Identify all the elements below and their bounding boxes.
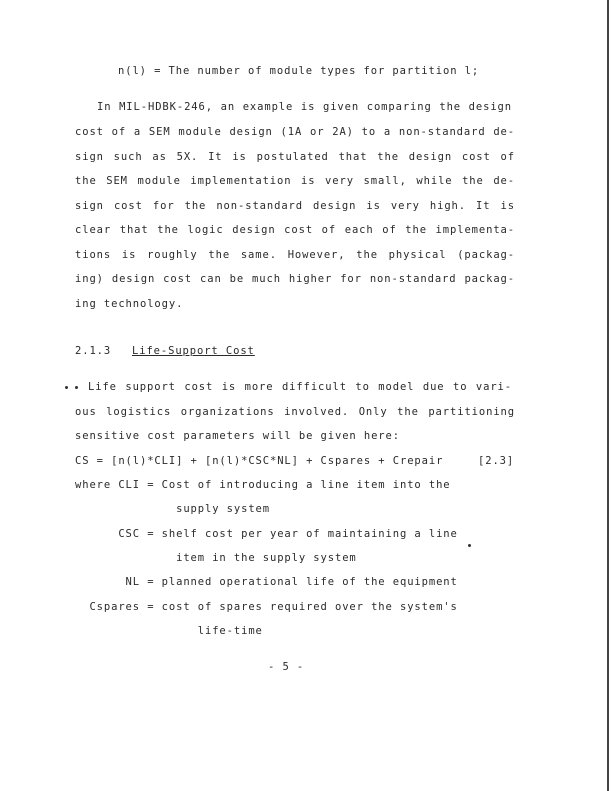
paragraph-line: sensitive cost parameters will be given here: [75, 430, 400, 442]
paragraph-line: sign cost for the non-standard design is very high. It is [75, 200, 515, 212]
paragraph-line: clear that the logic design cost of each of the implementa- [75, 224, 515, 236]
definition-line: Cspares = cost of spares required over the system's [75, 601, 458, 613]
section-number: 2.1.3 [75, 345, 112, 357]
paragraph-line: the SEM module implementation is very small, while the de- [75, 175, 515, 187]
paragraph-line: Life support cost is more difficult to model due to vari- [88, 381, 512, 393]
equation-number: [2.3] [478, 455, 515, 467]
equation-text: CS = [n(l)*CLI] + [n(l)*CSC*NL] + Cspares + Crepair [75, 455, 444, 467]
margin-mark [65, 386, 68, 389]
paragraph-line: sign such as 5X. It is postulated that the design cost of [75, 151, 515, 163]
definition-line: life-time [75, 625, 263, 637]
definition-line: supply system [75, 503, 270, 515]
paragraph-line: ing technology. [75, 298, 184, 310]
paragraph-line: cost of a SEM module design (1A or 2A) to a non-standard de- [75, 126, 515, 138]
page-number: - 5 - [268, 661, 305, 673]
definition-line: NL = planned operational life of the equipment [75, 576, 458, 588]
definition-line: n(l) = The number of module types for partition l; [118, 65, 480, 77]
definition-line: item in the supply system [75, 552, 357, 564]
paragraph-line: tions is roughly the same. However, the physical (packag- [75, 249, 515, 261]
paragraph-line: ous logistics organizations involved. Only the partitioning [75, 406, 515, 418]
margin-mark [75, 386, 78, 389]
definition-line: CSC = shelf cost per year of maintaining a line [75, 528, 458, 540]
stray-mark [468, 544, 471, 547]
scan-edge-line [607, 0, 609, 791]
paragraph-line: ing) design cost can be much higher for non-standard packag- [75, 273, 515, 285]
section-title: Life-Support Cost [132, 345, 255, 357]
paragraph-line: In MIL-HDBK-246, an example is given comparing the design [97, 101, 512, 113]
definition-line: where CLI = Cost of introducing a line item into the [75, 479, 451, 491]
